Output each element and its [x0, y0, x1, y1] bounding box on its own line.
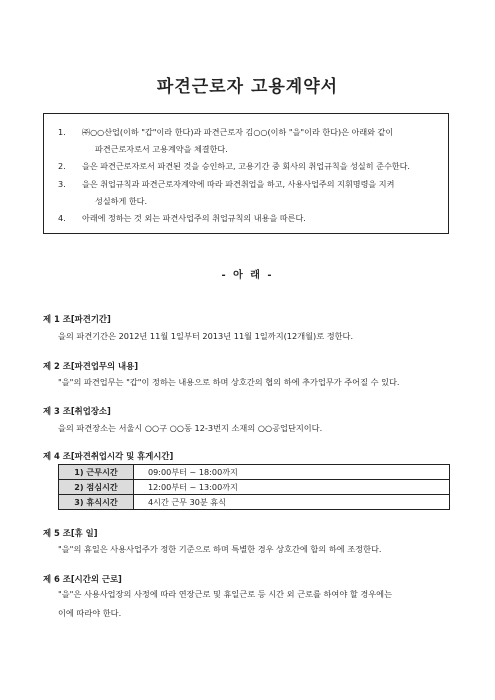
intro-line: ㈜○○산업(이하 "갑"이라 한다)과 파견근로자 김○○(이하 "을"이라 한다)은 아래와 같이 [82, 127, 394, 137]
article-line: 을의 파견장소는 서울시 ○○구 ○○동 12-3번지 소재의 ○○공업단지이다. [58, 423, 323, 433]
intro-item-number: 4. [58, 213, 66, 224]
article-1-body [58, 327, 353, 346]
article-6-heading: 제 6 조[시간외 근로] [43, 574, 122, 584]
intro-line: 아래에 정하는 것 외는 파견사업주의 취업규칙의 내용을 따른다. [82, 213, 306, 224]
intro-item-number: 3. [58, 178, 66, 189]
article-line: 을의 파견기간은 2012년 11월 1일부터 2013년 11월 1일까지(12개월)로 정한다. [58, 331, 354, 341]
article-line: "을"의 휴일은 사용사업주가 정한 기준으로 하며 특별한 경우 상호간에 합의 하에 조정한다. [58, 544, 382, 554]
hours-value: 12:00부터 ~ 13:00까지 [134, 480, 450, 495]
intro-line: 을은 파견근로자로서 파견된 것을 승인하고, 고용기간 중 회사의 취업규칙을 성실히 준수한다. [82, 161, 410, 172]
hours-label: 1) 근무시간 [59, 465, 134, 480]
section-subtitle: - 아 래 - [221, 270, 274, 281]
document-title: 파견근로자 고용계약서 [156, 77, 339, 97]
article-5-body [58, 540, 382, 559]
article-3-body [58, 419, 322, 438]
intro-item-4 [58, 210, 438, 227]
intro-line: 을은 취업규칙과 파견근로자계약에 따라 파견취업을 하고, 사용사업주의 지휘명령을 지켜 [82, 178, 395, 189]
article-line: "을"의 파견업무는 "갑"이 정하는 내용으로 하며 상호간의 협의 하에 추가업무가 주어질 수 있다. [58, 377, 400, 387]
table-row [59, 480, 450, 495]
intro-item-number: 1. [58, 127, 66, 137]
intro-item-3 [58, 176, 438, 210]
hours-label: 2) 점심시간 [59, 480, 134, 495]
article-line: 이에 따라야 한다. [58, 608, 122, 618]
article-6-body [58, 585, 392, 623]
intro-item-number: 2. [58, 161, 66, 172]
article-2-heading: 제 2 조[파견업무의 내용] [43, 361, 139, 371]
article-4-heading: 제 4 조[파견취업시각 및 휴게시간] [43, 451, 174, 461]
hours-value: 09:00부터 ~ 18:00까지 [134, 465, 450, 480]
table-row [59, 495, 450, 510]
hours-label: 3) 휴식시간 [59, 495, 134, 510]
article-2-body [58, 373, 400, 392]
intro-item-1 [58, 124, 438, 158]
article-line: "을"은 사용사업장의 사정에 따라 연장근로 및 휴일근로 등 시간 외 근로를 하여야 할 경우에는 [58, 589, 393, 599]
intro-line: 파견근로자로서 고용계약을 체결한다. [95, 144, 228, 155]
article-3-heading: 제 3 조[취업장소] [43, 406, 111, 416]
article-5-heading: 제 5 조[휴 일] [43, 528, 98, 538]
intro-box [43, 113, 449, 234]
hours-value: 4시간 근무 30분 휴식 [134, 495, 450, 510]
table-row [59, 465, 450, 480]
intro-item-2 [58, 158, 438, 175]
work-hours-table [58, 464, 450, 510]
intro-line: 성실하게 한다. [95, 195, 148, 206]
article-1-heading: 제 1 조[파견기간] [43, 314, 111, 324]
